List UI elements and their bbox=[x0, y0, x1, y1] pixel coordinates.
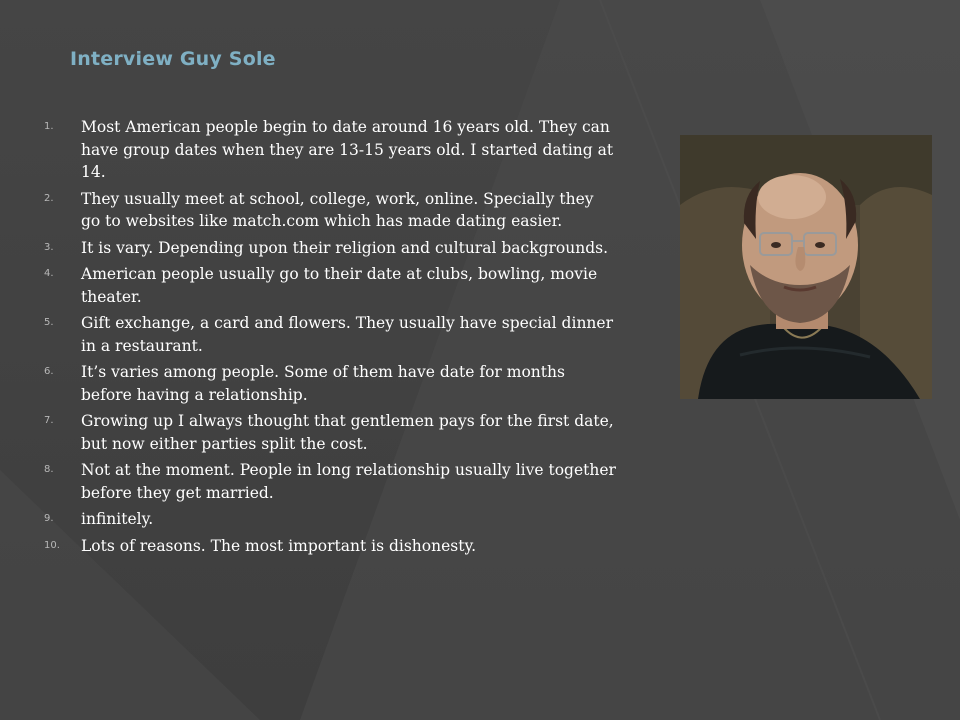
list-number: 9. bbox=[44, 513, 54, 524]
list-number: 2. bbox=[44, 192, 54, 204]
list-item bbox=[44, 361, 616, 406]
portrait-photo bbox=[680, 135, 932, 399]
list-item bbox=[44, 459, 616, 504]
list-item bbox=[44, 237, 616, 260]
list-text: It’s varies among people. Some of them have date for months before having a relationship. bbox=[81, 363, 565, 404]
list-text: Most American people begin to date around 16 years old. They can have group dates when they are 13-15 years old. I started dating at 14. bbox=[81, 118, 614, 181]
list-item bbox=[44, 410, 616, 455]
list-text: Growing up I always thought that gentlemen pays for the first date, but now either parties split the cost. bbox=[81, 412, 614, 453]
list-number: 1. bbox=[44, 121, 54, 132]
list-number: 6. bbox=[44, 366, 54, 377]
list-text: infinitely. bbox=[81, 510, 154, 528]
list-text: American people usually go to their date at clubs, bowling, movie theater. bbox=[81, 265, 598, 306]
list-text: Not at the moment. People in long relationship usually live together before they get married. bbox=[81, 461, 616, 502]
list-number: 5. bbox=[44, 317, 54, 328]
list-item bbox=[44, 312, 616, 357]
list-item bbox=[44, 263, 616, 308]
list-number: 7. bbox=[44, 415, 54, 426]
list-item bbox=[44, 116, 616, 184]
answer-list bbox=[44, 116, 616, 561]
list-number: 8. bbox=[44, 464, 54, 475]
list-text: It is vary. Depending upon their religion and cultural backgrounds. bbox=[81, 238, 609, 257]
list-item bbox=[44, 508, 616, 531]
list-number: 3. bbox=[44, 241, 54, 253]
list-text: They usually meet at school, college, work, online. Specially they go to websites like match.com which has made dating easier. bbox=[81, 189, 594, 230]
list-text: Gift exchange, a card and flowers. They usually have special dinner in a restaurant. bbox=[81, 314, 613, 355]
portrait-photo-icon bbox=[680, 135, 932, 399]
list-item bbox=[44, 535, 616, 558]
list-number: 10. bbox=[44, 539, 60, 551]
list-text: Lots of reasons. The most important is dishonesty. bbox=[81, 536, 477, 555]
list-number: 4. bbox=[44, 268, 54, 279]
slide-title: Interview Guy Sole bbox=[70, 48, 276, 70]
list-item bbox=[44, 188, 616, 233]
